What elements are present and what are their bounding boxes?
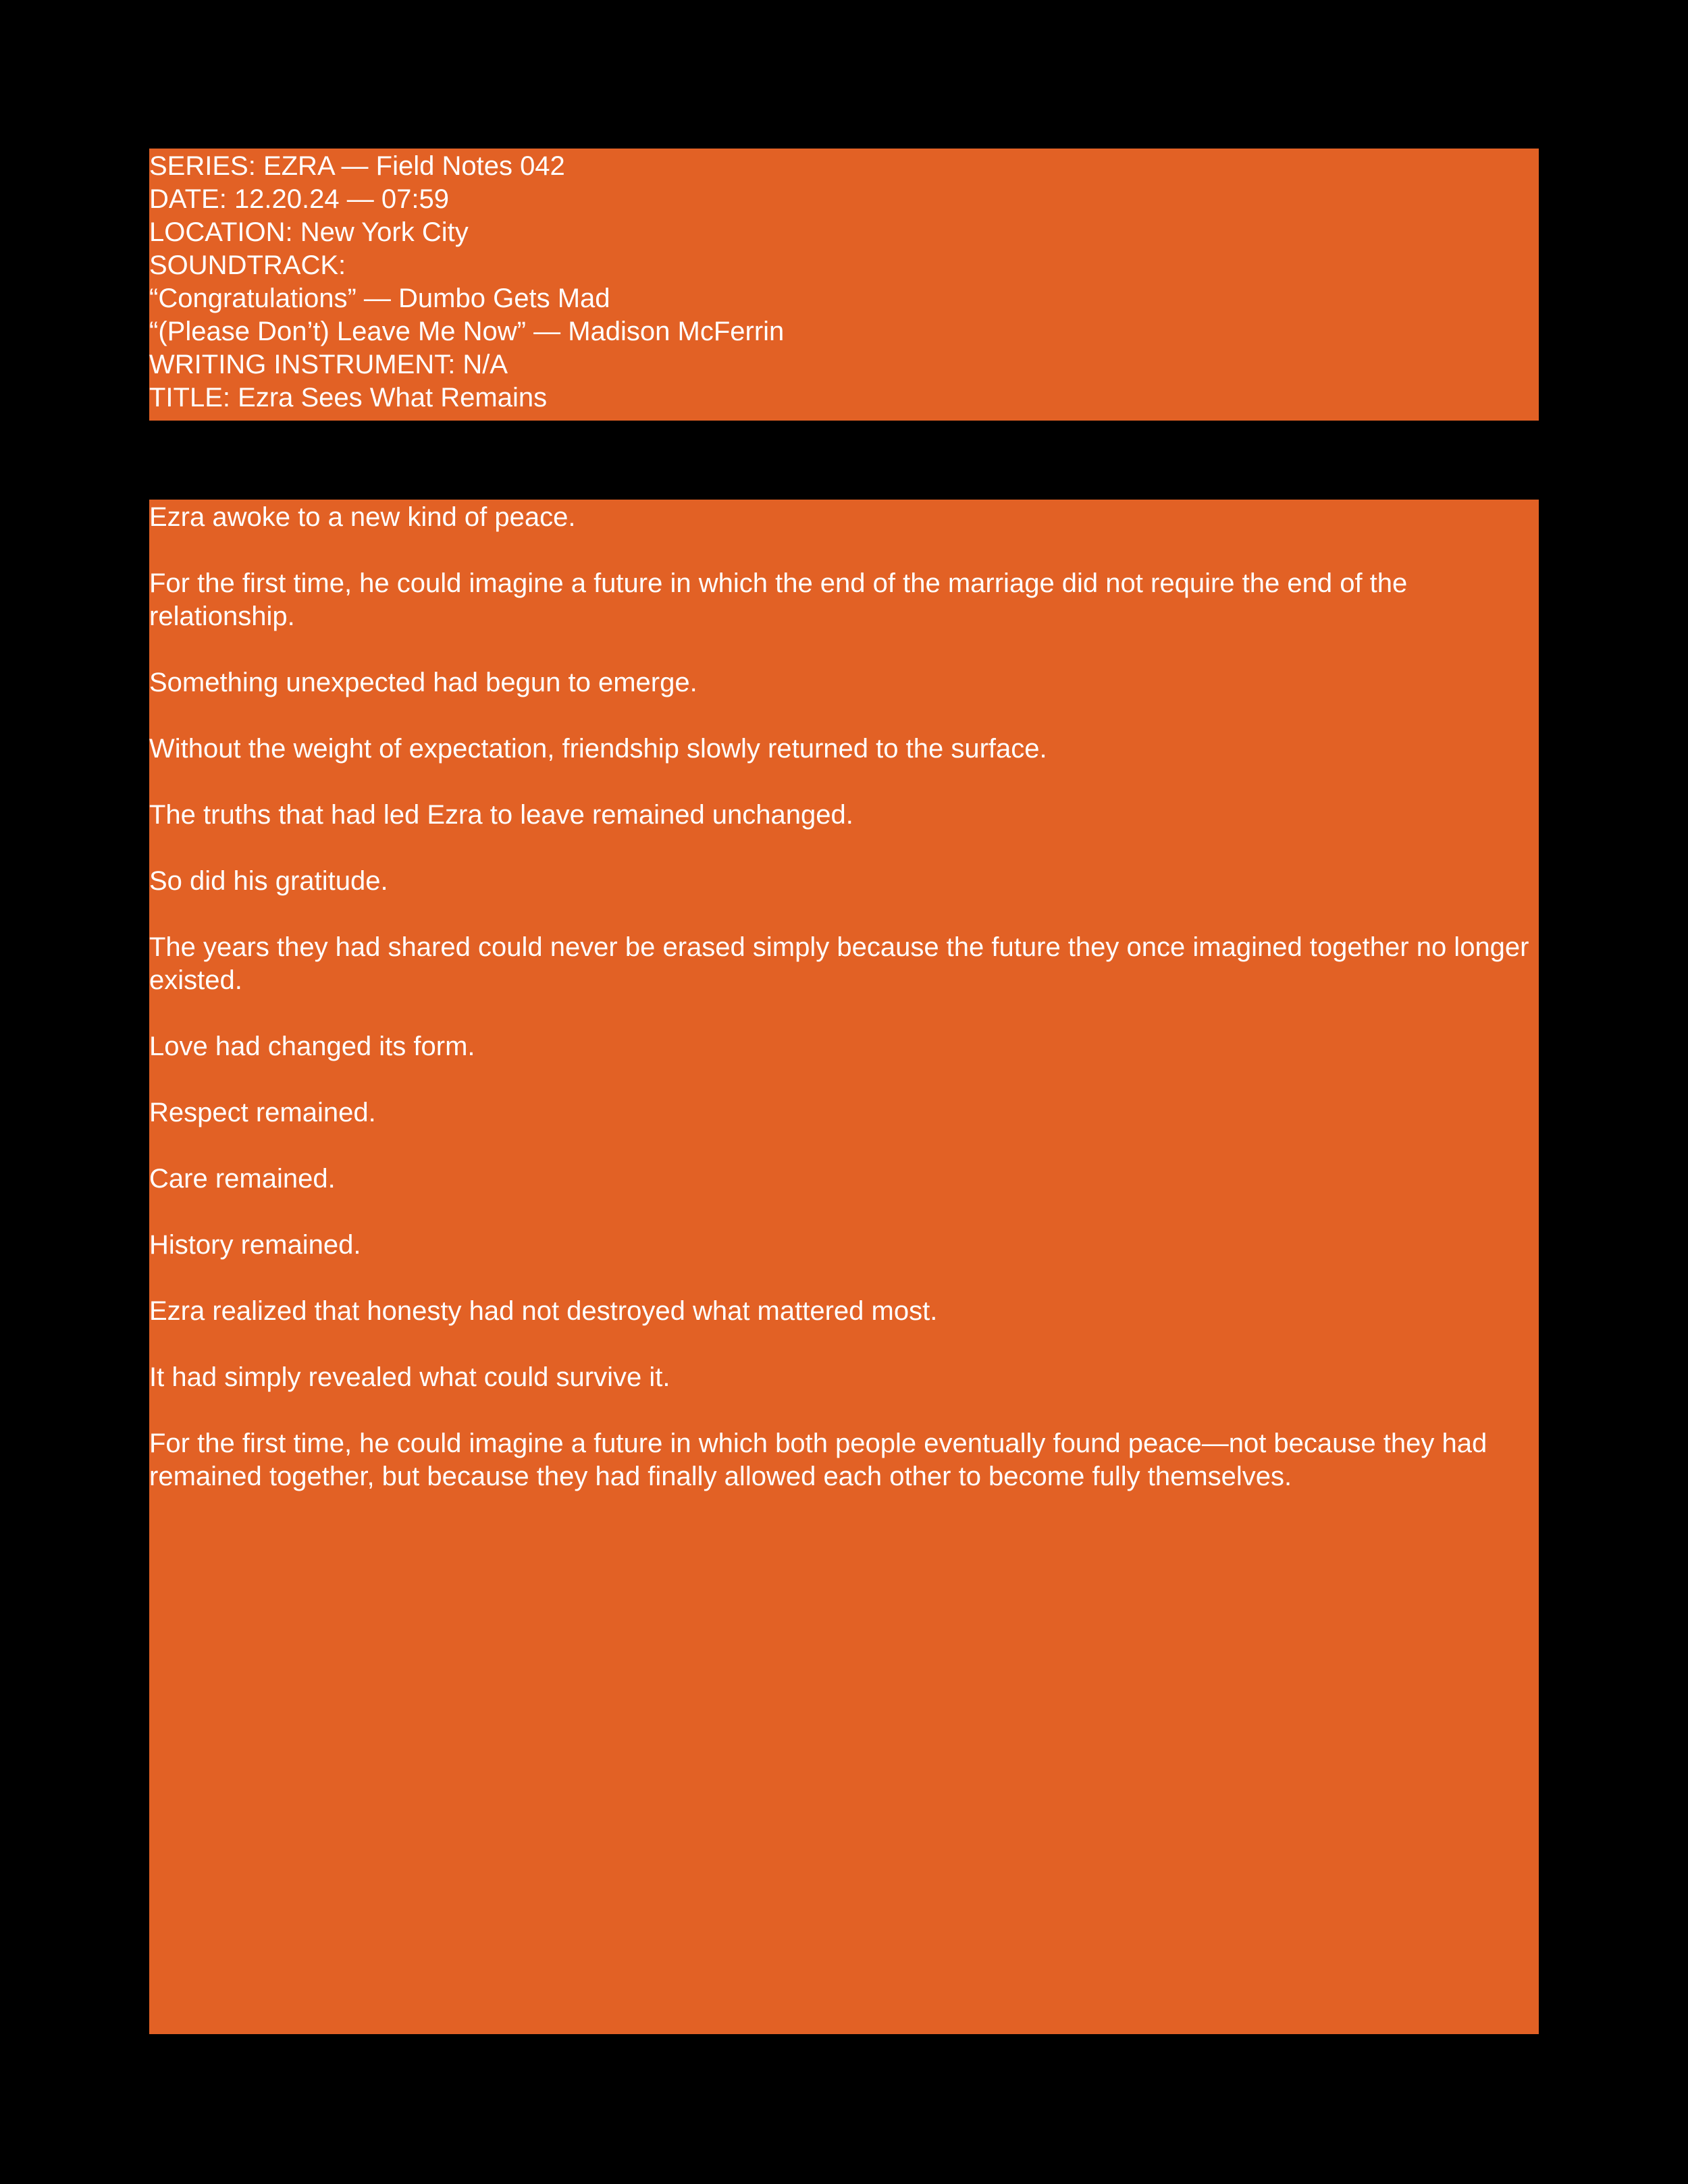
paragraph: History remained.: [149, 1230, 361, 1260]
soundtrack-label: SOUNDTRACK:: [149, 250, 346, 280]
metadata-panel: [149, 149, 1539, 421]
paragraph: For the first time, he could imagine a future in which the end of the marriage did not require the end of the relationship.: [149, 568, 1408, 631]
date-line: DATE: 12.20.24 — 07:59: [149, 184, 449, 214]
paragraph: For the first time, he could imagine a future in which both people eventually found peace—not because they had remained together, but because they had finally allowed each other to become fully themselves.: [149, 1429, 1487, 1491]
paragraph: So did his gratitude.: [149, 866, 388, 896]
writing-instrument-line: WRITING INSTRUMENT: N/A: [149, 350, 508, 379]
paragraph: The years they had shared could never be erased simply because the future they once imagined together no longer existed.: [149, 932, 1529, 995]
paragraph: It had simply revealed what could survive it.: [149, 1362, 670, 1392]
soundtrack-item-2: “(Please Don’t) Leave Me Now” — Madison McFerrin: [149, 317, 785, 346]
paragraph: Without the weight of expectation, friendship slowly returned to the surface.: [149, 734, 1047, 764]
title-line: TITLE: Ezra Sees What Remains: [149, 383, 548, 412]
paragraph: Care remained.: [149, 1164, 336, 1194]
paragraph: Something unexpected had begun to emerge.: [149, 668, 697, 697]
paragraph: Love had changed its form.: [149, 1032, 475, 1061]
location-line: LOCATION: New York City: [149, 217, 469, 247]
paragraph: The truths that had led Ezra to leave remained unchanged.: [149, 800, 853, 830]
paragraph: Ezra awoke to a new kind of peace.: [149, 502, 576, 532]
story-panel: [149, 500, 1539, 2034]
paragraph: Ezra realized that honesty had not destroyed what mattered most.: [149, 1296, 938, 1326]
series-line: SERIES: EZRA — Field Notes 042: [149, 151, 565, 181]
soundtrack-item-1: “Congratulations” — Dumbo Gets Mad: [149, 284, 610, 313]
paragraph: Respect remained.: [149, 1098, 376, 1127]
